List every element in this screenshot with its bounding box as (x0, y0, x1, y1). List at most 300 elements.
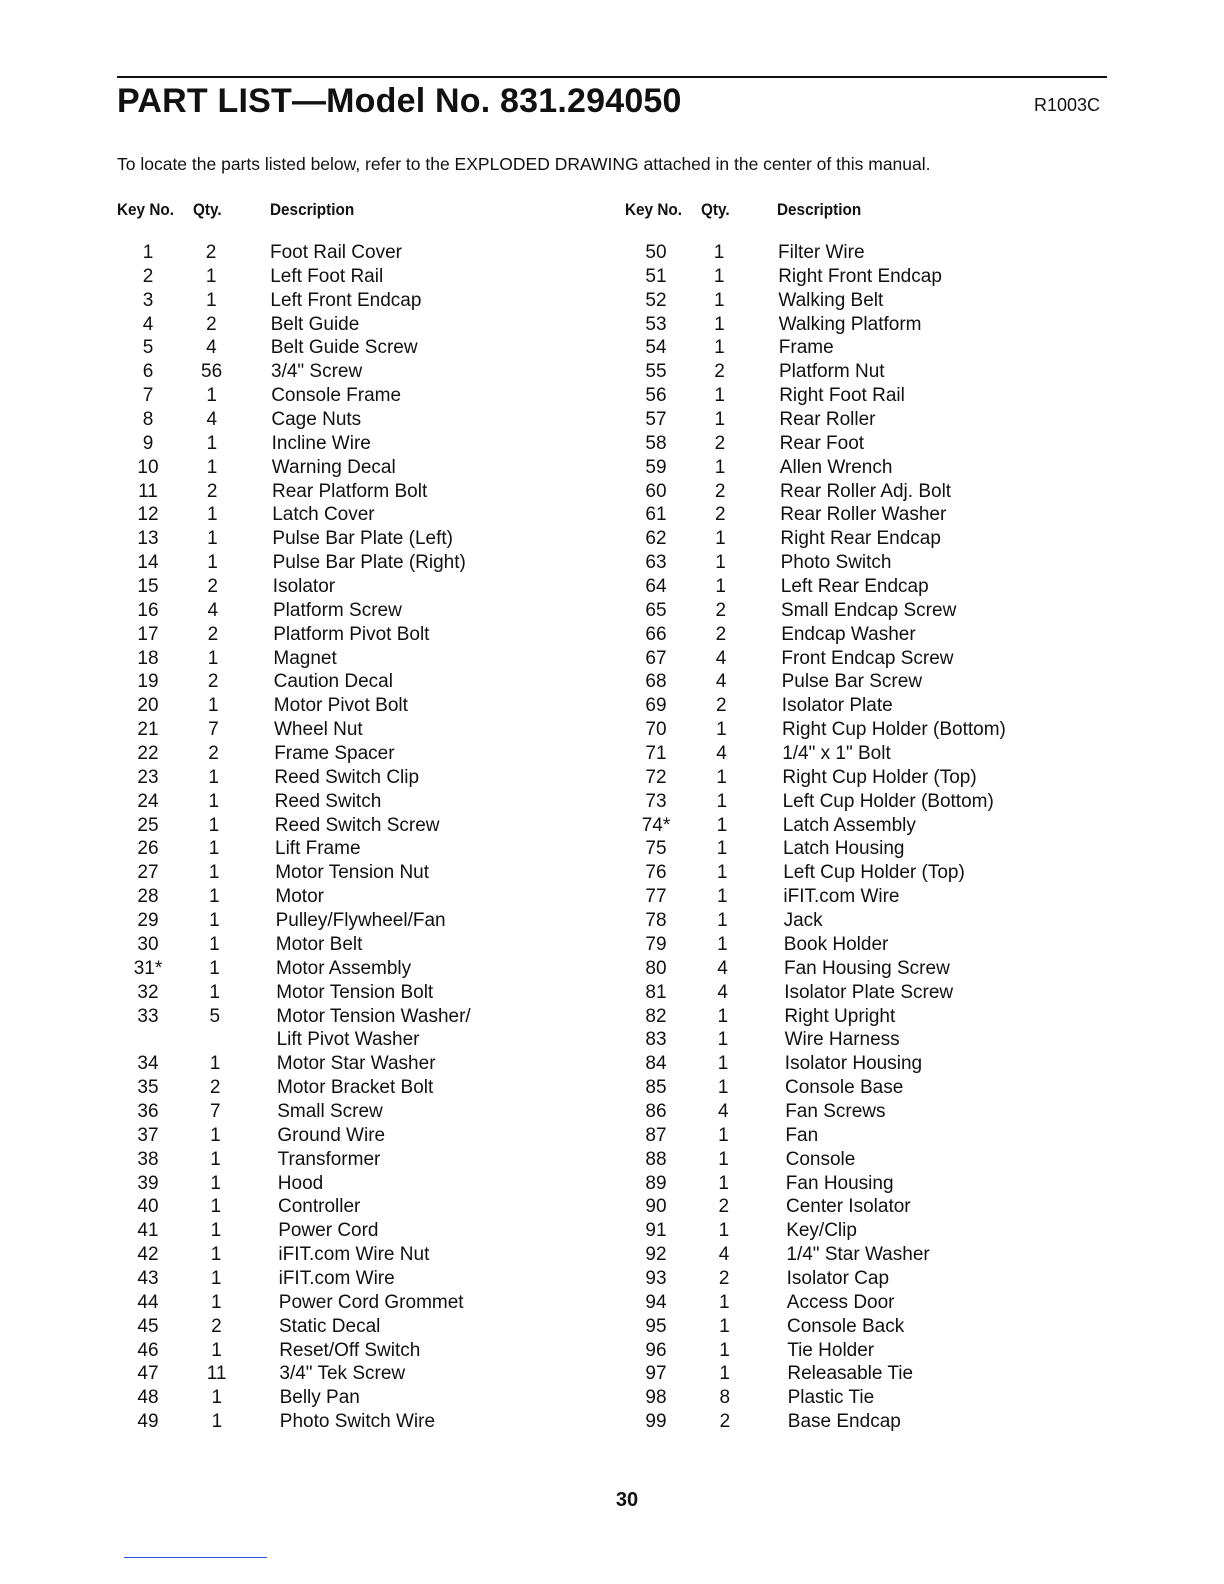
part-key-no: 46 (137, 1339, 159, 1361)
part-key-no: 76 (645, 862, 667, 884)
part-description: Belt Guide Screw (270, 337, 418, 359)
part-row (636, 1076, 1036, 1100)
part-key-no: 26 (137, 838, 159, 860)
right-header-qty: Qty. (701, 200, 730, 219)
part-key-no: 56 (645, 385, 667, 407)
part-qty: 2 (718, 1267, 730, 1289)
part-row (636, 265, 1036, 289)
part-row (636, 933, 1036, 957)
part-key-no: 14 (137, 552, 159, 574)
part-qty: 2 (715, 599, 727, 621)
part-key-no: 31* (133, 957, 163, 979)
part-description: Key/Clip (786, 1220, 857, 1242)
part-row (128, 837, 528, 861)
part-description: Motor Tension Bolt (276, 981, 434, 1003)
part-description: Power Cord (278, 1220, 379, 1242)
part-key-no: 21 (137, 719, 159, 741)
part-row (636, 1005, 1036, 1029)
part-description: Wheel Nut (274, 719, 363, 741)
part-row (636, 575, 1036, 599)
part-row (636, 289, 1036, 313)
part-key-no: 33 (137, 1005, 159, 1027)
part-row (636, 599, 1036, 623)
right-parts-list (636, 241, 1036, 1434)
left-header-key-no: Key No. (117, 200, 174, 219)
part-qty: 7 (210, 1100, 221, 1122)
part-row (636, 718, 1036, 742)
part-key-no: 36 (137, 1100, 159, 1122)
part-key-no: 34 (137, 1053, 159, 1075)
part-description: Reed Switch (274, 790, 382, 812)
part-row (128, 384, 528, 408)
part-qty: 2 (207, 623, 219, 645)
part-qty: 1 (714, 337, 725, 359)
part-row (636, 384, 1036, 408)
part-description: Book Holder (783, 933, 889, 955)
part-row (636, 981, 1036, 1005)
part-qty: 2 (207, 671, 219, 693)
part-key-no: 17 (137, 623, 159, 645)
part-row (128, 1291, 528, 1315)
part-row (636, 1219, 1036, 1243)
part-qty: 1 (210, 1124, 221, 1146)
part-qty: 4 (718, 1100, 729, 1122)
part-description: Motor Assembly (276, 957, 412, 979)
part-row (636, 670, 1036, 694)
part-key-no: 16 (137, 599, 159, 621)
part-row (636, 1339, 1036, 1363)
part-description: Cage Nuts (271, 409, 362, 431)
part-qty: 1 (211, 1339, 222, 1361)
part-description: Endcap Washer (781, 623, 916, 645)
part-description: Motor Tension Nut (275, 862, 430, 884)
part-row (636, 814, 1036, 838)
part-qty: 1 (207, 695, 219, 717)
part-qty: 1 (209, 910, 220, 932)
part-row (636, 313, 1036, 337)
part-row (128, 575, 528, 599)
part-key-no: 23 (137, 766, 159, 788)
part-qty: 1 (718, 1148, 729, 1170)
part-row (636, 957, 1036, 981)
part-qty: 1 (207, 504, 218, 526)
part-key-no: 94 (645, 1291, 667, 1313)
part-description: Isolator Plate Screw (784, 981, 954, 1003)
part-qty: 1 (209, 1053, 221, 1075)
part-key-no: 43 (137, 1267, 159, 1289)
part-row (128, 1243, 528, 1267)
part-key-no: 91 (645, 1220, 667, 1242)
part-description: Lift Frame (275, 838, 361, 860)
part-qty: 1 (208, 838, 220, 860)
part-key-no: 79 (645, 933, 667, 955)
part-qty: 4 (715, 647, 727, 669)
part-description: Rear Roller Washer (780, 504, 947, 526)
part-key-no: 73 (645, 790, 667, 812)
part-description: Right Cup Holder (Top) (782, 766, 977, 788)
part-description: Hood (277, 1172, 324, 1194)
part-row (128, 408, 528, 432)
part-row (128, 885, 528, 909)
part-qty: 2 (714, 361, 725, 383)
part-row (636, 1172, 1036, 1196)
part-row (636, 1386, 1036, 1410)
page-title: PART LIST—Model No. 831.294050 (117, 82, 682, 120)
part-qty: 4 (206, 409, 218, 431)
document-code: R1003C (1033, 95, 1100, 115)
part-row (636, 861, 1036, 885)
part-description: Right Cup Holder (Bottom) (782, 719, 1006, 741)
part-qty: 2 (205, 242, 217, 263)
part-row (636, 694, 1036, 718)
part-description: Front Endcap Screw (781, 647, 954, 669)
part-qty: 2 (714, 432, 726, 454)
part-description: 3/4" Screw (271, 361, 363, 383)
part-row (128, 289, 528, 313)
part-qty: 1 (717, 1053, 729, 1075)
part-qty: 1 (719, 1315, 730, 1337)
part-key-no: 51 (645, 265, 667, 287)
part-row (636, 1410, 1036, 1434)
part-qty: 7 (208, 719, 219, 741)
part-qty: 1 (210, 1196, 222, 1218)
part-row (636, 1100, 1036, 1124)
part-key-no: 38 (137, 1148, 159, 1170)
part-qty: 2 (715, 623, 727, 645)
part-row (636, 360, 1036, 384)
part-row (636, 885, 1036, 909)
part-row (128, 1410, 528, 1434)
part-row (128, 790, 528, 814)
part-key-no: 39 (137, 1172, 159, 1194)
part-row (128, 742, 528, 766)
part-row (128, 861, 528, 885)
part-qty: 1 (210, 1291, 222, 1313)
part-key-no: 4 (142, 313, 154, 335)
part-row (128, 694, 528, 718)
part-qty: 1 (713, 289, 725, 311)
part-description: Platform Pivot Bolt (273, 623, 430, 645)
part-description: Belt Guide (270, 313, 360, 335)
part-qty: 8 (719, 1387, 731, 1409)
part-description: Magnet (273, 647, 337, 669)
part-qty: 2 (206, 313, 217, 335)
part-qty: 1 (716, 790, 728, 812)
part-key-no: 62 (645, 528, 667, 550)
part-key-no: 92 (645, 1244, 667, 1266)
part-description: Motor (275, 886, 324, 908)
part-row (636, 503, 1036, 527)
part-key-no: 41 (137, 1220, 159, 1242)
part-row (128, 1386, 528, 1410)
part-description: Static Decal (279, 1315, 381, 1337)
part-description: Right Foot Rail (779, 385, 905, 407)
part-row (128, 1076, 528, 1100)
part-row (636, 527, 1036, 551)
part-key-no: 18 (137, 647, 159, 669)
part-row (128, 1267, 528, 1291)
part-key-no: 2 (142, 265, 154, 287)
part-description: Console Back (787, 1315, 905, 1337)
part-row (128, 480, 528, 504)
part-description: Left Cup Holder (Bottom) (782, 790, 994, 812)
part-description: Pulse Bar Screw (781, 671, 923, 693)
part-key-no: 10 (137, 456, 159, 478)
part-row (636, 551, 1036, 575)
part-row (128, 981, 528, 1005)
part-row (128, 718, 528, 742)
part-qty: 1 (715, 576, 726, 598)
part-description: Walking Platform (778, 313, 922, 335)
part-key-no: 8 (142, 409, 154, 431)
part-key-no: 96 (645, 1339, 667, 1361)
part-qty: 1 (209, 933, 220, 955)
part-description: Small Endcap Screw (781, 599, 957, 621)
part-qty: 1 (718, 1220, 730, 1242)
part-row (636, 623, 1036, 647)
part-key-no: 29 (137, 910, 159, 932)
part-description: Lift Pivot Washer (276, 1029, 420, 1051)
part-qty: 1 (211, 1411, 223, 1433)
part-qty: 1 (717, 910, 728, 932)
part-key-no: 80 (645, 957, 667, 979)
part-key-no: 30 (137, 933, 159, 955)
part-description: Releasable Tie (787, 1363, 914, 1385)
part-row (636, 1291, 1036, 1315)
part-qty: 1 (210, 1148, 221, 1170)
part-description: Rear Roller Adj. Bolt (780, 480, 952, 502)
part-row (128, 670, 528, 694)
part-description: Incline Wire (271, 432, 371, 454)
part-description: Pulse Bar Plate (Left) (272, 528, 453, 550)
part-qty: 2 (715, 504, 726, 526)
part-description: Motor Pivot Bolt (273, 695, 408, 717)
part-key-no: 57 (645, 409, 667, 431)
part-row (128, 1339, 528, 1363)
part-qty: 1 (717, 933, 728, 955)
part-qty: 1 (205, 265, 217, 287)
part-row (636, 1243, 1036, 1267)
footer-rule (124, 1557, 267, 1558)
part-description: Photo Switch Wire (279, 1411, 436, 1433)
part-qty: 1 (207, 552, 218, 574)
part-qty: 4 (718, 1244, 730, 1266)
part-key-no: 15 (137, 576, 159, 598)
part-key-no: 1 (142, 242, 154, 263)
part-row (128, 551, 528, 575)
part-row (128, 241, 528, 265)
part-row (636, 241, 1036, 265)
part-description: Isolator Housing (784, 1053, 923, 1075)
part-description: Pulse Bar Plate (Right) (272, 552, 466, 574)
part-description: Console (785, 1148, 856, 1170)
part-row (128, 1219, 528, 1243)
part-row (636, 837, 1036, 861)
part-key-no: 67 (645, 647, 667, 669)
part-description: Latch Cover (272, 504, 375, 526)
part-qty: 1 (209, 981, 220, 1003)
part-description: Small Screw (277, 1100, 383, 1122)
part-qty: 2 (718, 1196, 730, 1218)
part-key-no: 25 (137, 814, 159, 836)
part-description: 3/4" Tek Screw (279, 1363, 406, 1385)
part-qty: 1 (207, 528, 218, 550)
part-key-no: 40 (137, 1196, 159, 1218)
part-key-no: 32 (137, 981, 159, 1003)
part-row (128, 1052, 528, 1076)
part-qty: 1 (206, 456, 218, 478)
part-qty: 1 (714, 313, 725, 335)
part-key-no: 6 (142, 361, 154, 383)
part-key-no: 95 (645, 1315, 667, 1337)
part-qty: 1 (716, 838, 728, 860)
part-row (128, 766, 528, 790)
right-header-key-no: Key No. (625, 200, 682, 219)
part-qty: 1 (717, 1005, 729, 1027)
part-row (636, 1148, 1036, 1172)
part-row (128, 336, 528, 360)
part-description: Foot Rail Cover (270, 242, 402, 263)
part-description: Fan Housing (785, 1172, 894, 1194)
part-key-no: 9 (142, 432, 154, 454)
part-description: Filter Wire (778, 242, 865, 263)
part-row (636, 790, 1036, 814)
part-description: Console Base (785, 1077, 904, 1099)
part-description: Motor Bracket Bolt (277, 1077, 434, 1099)
part-qty: 1 (206, 432, 218, 454)
part-key-no: 13 (137, 528, 159, 550)
part-key-no: 69 (645, 695, 667, 717)
part-description: Warning Decal (271, 456, 396, 478)
part-key-no: 87 (645, 1124, 667, 1146)
part-key-no: 59 (645, 456, 667, 478)
part-description: iFIT.com Wire Nut (278, 1244, 430, 1266)
page-number: 30 (615, 1489, 639, 1511)
part-qty: 56 (201, 361, 223, 383)
part-qty: 4 (717, 981, 728, 1003)
part-qty: 2 (715, 695, 727, 717)
part-description: Latch Assembly (782, 814, 916, 836)
part-qty: 1 (719, 1363, 730, 1385)
part-row (128, 1315, 528, 1339)
part-qty: 1 (715, 528, 726, 550)
part-qty: 4 (207, 599, 219, 621)
part-qty: 2 (719, 1411, 731, 1433)
part-row (128, 1195, 528, 1219)
part-row (128, 503, 528, 527)
part-qty: 4 (206, 337, 217, 359)
part-description: Left Rear Endcap (780, 576, 929, 598)
part-key-no: 93 (645, 1267, 667, 1289)
part-description: Isolator Plate (781, 695, 893, 717)
part-key-no: 68 (645, 671, 667, 693)
part-key-no: 11 (138, 480, 158, 502)
part-description: Frame Spacer (274, 743, 395, 765)
part-description: Platform Screw (273, 599, 402, 621)
part-key-no: 52 (645, 289, 667, 311)
part-description: Reed Switch Clip (274, 766, 420, 788)
part-row (128, 933, 528, 957)
part-description: iFIT.com Wire (278, 1267, 395, 1289)
part-row (636, 336, 1036, 360)
part-qty: 1 (207, 647, 219, 669)
part-key-no: 98 (645, 1387, 667, 1409)
part-key-no: 19 (137, 671, 159, 693)
part-row (128, 1362, 528, 1386)
part-description: Power Cord Grommet (278, 1291, 464, 1313)
part-key-no: 55 (645, 361, 667, 383)
part-key-no: 66 (645, 623, 667, 645)
part-description: Fan Screws (785, 1100, 886, 1122)
part-qty: 1 (718, 1172, 729, 1194)
part-qty: 1 (719, 1339, 730, 1361)
part-description: Walking Belt (778, 289, 884, 311)
part-key-no: 20 (137, 695, 159, 717)
part-description: Isolator Cap (786, 1267, 890, 1289)
part-key-no: 50 (645, 242, 667, 263)
top-rule (117, 76, 1107, 78)
part-qty: 1 (208, 814, 220, 836)
part-key-no: 35 (137, 1077, 159, 1099)
part-description: Left Foot Rail (270, 265, 384, 287)
part-description: Right Front Endcap (778, 265, 942, 287)
part-key-no: 22 (137, 743, 159, 765)
part-description: Console Frame (271, 385, 402, 407)
part-key-no: 54 (645, 337, 667, 359)
left-parts-list (128, 241, 528, 1434)
part-row (128, 1124, 528, 1148)
part-qty: 1 (716, 814, 728, 836)
right-header-description: Description (777, 200, 862, 219)
part-row (636, 1052, 1036, 1076)
part-key-no: 5 (142, 337, 154, 359)
part-key-no: 82 (645, 1005, 667, 1027)
part-qty: 1 (716, 719, 727, 741)
intro-text: To locate the parts listed below, refer to the EXPLODED DRAWING attached in the center of this manual. (117, 154, 931, 174)
part-key-no: 58 (645, 432, 667, 454)
part-qty: 5 (209, 1005, 221, 1027)
part-qty: 1 (208, 862, 220, 884)
part-key-no: 89 (645, 1172, 667, 1194)
part-key-no: 44 (137, 1291, 159, 1313)
part-qty: 1 (208, 790, 220, 812)
part-description: Allen Wrench (779, 456, 893, 478)
part-description: Wire Harness (784, 1029, 900, 1051)
part-qty: 1 (210, 1172, 221, 1194)
part-key-no: 85 (645, 1077, 667, 1099)
part-row (636, 766, 1036, 790)
part-qty: 2 (207, 576, 218, 598)
part-description: Fan Housing Screw (784, 957, 950, 979)
part-key-no: 24 (137, 790, 159, 812)
part-key-no: 53 (645, 313, 667, 335)
part-row (128, 909, 528, 933)
left-header-qty: Qty. (193, 200, 222, 219)
part-key-no: 77 (645, 886, 667, 908)
part-key-no: 3 (142, 289, 154, 311)
part-row (128, 1172, 528, 1196)
part-row (636, 432, 1036, 456)
part-qty: 11 (206, 1363, 227, 1385)
part-key-no: 81 (645, 981, 667, 1003)
part-description: Motor Belt (275, 933, 363, 955)
part-key-no: 71 (645, 743, 667, 765)
part-key-no: 97 (645, 1363, 667, 1385)
part-row (636, 1028, 1036, 1052)
part-key-no: 45 (137, 1315, 159, 1337)
part-description: Access Door (786, 1291, 895, 1313)
left-header-description: Description (270, 200, 355, 219)
